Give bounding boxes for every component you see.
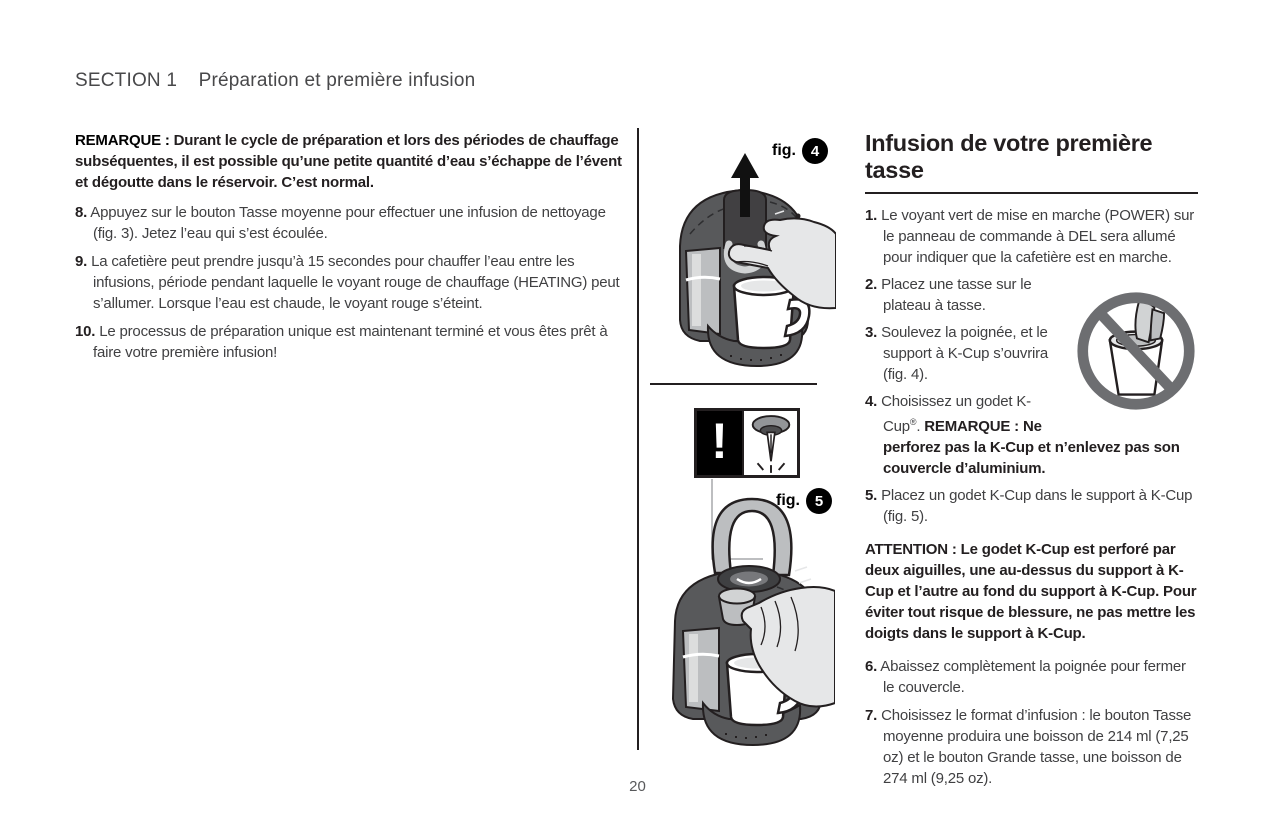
note-remarque: [75, 130, 627, 193]
fig4-number-icon: 4: [802, 138, 828, 164]
caution-label: ATTENTION :: [865, 541, 957, 558]
figure-divider: [650, 383, 817, 385]
step-2: 2. Placez une tasse sur le plateau à tasse.: [865, 276, 1032, 314]
step-3: 3. Soulevez la poignée, et le support à K-Cup s’ouvrira (fig. 4).: [865, 324, 1049, 383]
note-label: REMARQUE :: [75, 132, 170, 149]
page-number: 20: [629, 778, 646, 795]
right-steps: [865, 205, 1198, 527]
handle-loop: [713, 499, 792, 575]
section-label: SECTION 1: [75, 70, 178, 91]
figure4-illustration: [672, 150, 836, 376]
step-5: 5. Placez un godet K-Cup dans le support à K-Cup (fig. 5).: [865, 487, 1193, 525]
step-7: 7. Choisissez le format d’infusion : le bouton Tasse moyenne produira une boisson de 214 ml (7,25 oz) et le bouton Grande tasse, une boisson de 274 ml (9,25 oz).: [865, 707, 1192, 787]
page-title: Infusion de votre première tasse: [865, 130, 1153, 183]
right-steps-bottom: [865, 656, 1198, 789]
step-9: 9. La cafetière peut prendre jusqu’à 15 secondes pour chauffer l’eau entre les infusions, période pendant laquelle le voyant rouge de chauffage (HEATING) peut s’allumer. Lorsque l’eau est chaude, le voyant rouge s’éteint.: [75, 253, 620, 312]
caution-attention: [865, 539, 1198, 644]
left-steps: [75, 202, 627, 363]
right-column: [865, 130, 1198, 796]
fig5-number-icon: 5: [806, 488, 832, 514]
registered-mark: ®: [909, 417, 917, 427]
step-10: 10. Le processus de préparation unique est maintenant terminé et vous êtes prêt à faire votre première infusion!: [75, 323, 608, 361]
coffee-maker-insert-kcup-icon: [645, 407, 835, 750]
left-column: [75, 130, 627, 370]
note-text: Durant le cycle de préparation et lors des périodes de chauffage subséquentes, il est possible qu’une petite quantité d’eau s’échappe de l’évent et dégoutte dans le réservoir. C’est normal.: [75, 132, 622, 191]
step-4: 4. Choisissez un godet K-Cup®. REMARQUE : Ne perforez pas la K-Cup et n’enlevez pas son couvercle d’aluminium.: [865, 393, 1180, 477]
step-1: 1. Le voyant vert de mise en marche (POWER) sur le panneau de commande à DEL sera allumé pour indiquer que la cafetière est en marche.: [865, 207, 1195, 266]
coffee-maker-lift-handle-icon: [672, 150, 836, 376]
column-divider: [637, 128, 639, 750]
fig4-label: fig.: [772, 142, 796, 159]
figure5-illustration: [645, 407, 835, 750]
no-kcup-prohibition-icon: [1074, 290, 1198, 412]
exclamation-icon: !: [697, 411, 742, 475]
step4-note-label: REMARQUE :: [924, 418, 1019, 435]
step-6: 6. Abaissez complètement la poignée pour fermer le couvercle.: [865, 658, 1186, 696]
caution-text: Le godet K-Cup est perforé par deux aiguilles, une au-dessus du support à K-Cup et l’autre au fond du support à K-Cup. Pour éviter tout risque de blessure, ne pas mettre les doigts dans le support à K-Cup.: [865, 541, 1197, 642]
fig5-label: fig.: [776, 492, 800, 509]
section-title: Préparation et première infusion: [198, 70, 476, 91]
section-header: [75, 70, 475, 92]
heading-rule: [865, 191, 1198, 194]
step-8: 8. Appuyez sur le bouton Tasse moyenne pour effectuer une infusion de nettoyage (fig. 3). Jetez l’eau qui s’est écoulée.: [75, 204, 606, 242]
step4-note-text: Ne perforez pas la K-Cup et n’enlevez pas son couvercle d’aluminium.: [883, 418, 1180, 477]
